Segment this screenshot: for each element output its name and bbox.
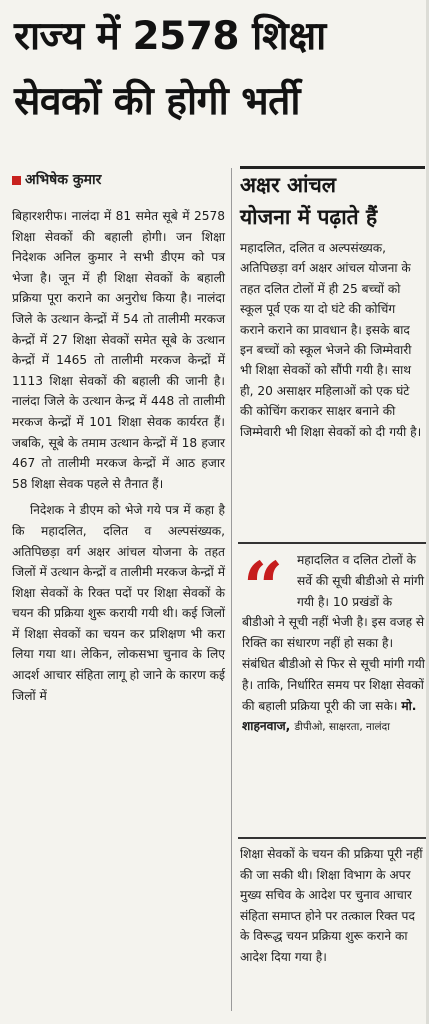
byline-author: अभिषेक कुमार: [25, 172, 102, 188]
continuation-text: शिक्षा सेवकों के चयन की प्रक्रिया पूरी नहीं की जा सकी थी। शिक्षा विभाग के अपर मुख्य सचिव के आदेश पर चुनाव आचार संहिता समाप्त होने पर तत्काल रिक्त पद के विरूद्ध चयन प्रक्रिया शुरू कराने का आदेश दिया गया है।: [240, 847, 423, 964]
byline: [12, 170, 101, 189]
quote-top-rule: [238, 542, 426, 544]
headline: [14, 4, 424, 134]
quote-bottom-rule: [238, 837, 426, 839]
quote-box: [242, 546, 426, 738]
quote-text: महादलित व दलित टोलों के सर्वे की सूची बीडीओ से मांगी गयी है। 10 प्रखंडों के बीडीओ ने सूची नहीं भेजी है। इस वजह से रिक्ति का संधारण नहीं हो सका है। संबंधित बीडीओ से फिर से सूची मांगी गयी है। ताकि, निर्धारित समय पर शिक्षा सेवकों की बहाली प्रक्रिया पूरी की जा सके।: [242, 553, 425, 713]
sidebar-title-line-2: योजना में पढ़ाते हैं: [240, 205, 378, 229]
sidebar-body: महादलित, दलित व अल्पसंख्यक, अतिपिछड़ा वर्ग अक्षर आंचल योजना के तहत दलित टोलों में ही 25 बच्चों को स्कूल पूर्व एक या दो घंटे की कोचिंग कराने कराने का प्रावधान है। इसके बाद इन बच्चों को स्कूल भेजने की जिम्मेवारी भी शिक्षा सेवकों को सौंपी गयी है। साथ ही, 20 असाक्षर महिलाओं को एक घंटे की कोचिंग कराकर साक्षर बनाने की जिम्मेवारी भी शिक्षा सेवकों को दी गयी है।: [240, 241, 422, 439]
quote-source-name: मो. शाहनवाज,: [242, 698, 417, 734]
main-paragraph-1: बिहारशरीफ। नालंदा में 81 समेत सूबे में 2578 शिक्षा सेवकों की बहाली होगी। जन शिक्षा निदेशक अनिल कुमार ने सभी डीएम को पत्र भेजा है। जून में ही शिक्षा सेवकों के बहाली प्रक्रिया पूरा कराने का अनुरोध किया है। नालंदा जिले के उत्थान केन्द्रों में 54 तो तालीमी मरकज केन्द्रों में 27 शिक्षा सेवकों समेत सूबे के उत्थान केन्द्रों में 1465 तो तालीमी मरकज केन्द्रों में 1113 शिक्षा सेवकों की बहाली की जानी है। नालंदा जिले के उत्थान केन्द्र में 448 तो तालीमी मरकज केन्द्रों में 101 शिक्षा सेवक कार्यरत हैं। जबकि, सूबे के तमाम उत्थान केन्द्रों में 18 हजार 467 तो तालीमी मरकज केन्द्रों में आठ हजार 58 शिक्षा सेवक पहले से तैनात हैं।: [12, 209, 225, 491]
quote-source-role: डीपीओ, साक्षरता, नालंदा: [294, 721, 390, 734]
quote-mark-icon: “: [243, 546, 284, 629]
sidebar-title: [240, 166, 425, 233]
sidebar-title-line-1: अक्षर आंचल: [240, 166, 425, 201]
headline-line-1: राज्य में 2578 शिक्षा: [14, 14, 326, 59]
byline-square-icon: [12, 176, 21, 185]
main-article-column: [12, 206, 225, 712]
column-divider: [231, 168, 232, 1011]
headline-line-2: सेवकों की होगी भर्ती: [14, 79, 301, 124]
main-paragraph-2: निदेशक ने डीएम को भेजे गये पत्र में कहा है कि महादलित, दलित व अल्पसंख्यक, अतिपिछड़ा वर्ग अक्षर आंचल योजना के तहत जिलों में उत्थान केन्द्रों व तालीमी मरकज केन्द्रों में शिक्षा सेवकों के रिक्त पदों पर शिक्षा सेवकों के चयन की प्रक्रिया शुरू करायी गयी थी। कई जिलों में शिक्षा सेवकों का चयन कर प्रशिक्षण भी करा लिया गया था। लेकिन, लोकसभा चुनाव के लिए आदर्श आचार संहिता लागू हो जाने के कारण कई जिलों में: [12, 503, 225, 703]
